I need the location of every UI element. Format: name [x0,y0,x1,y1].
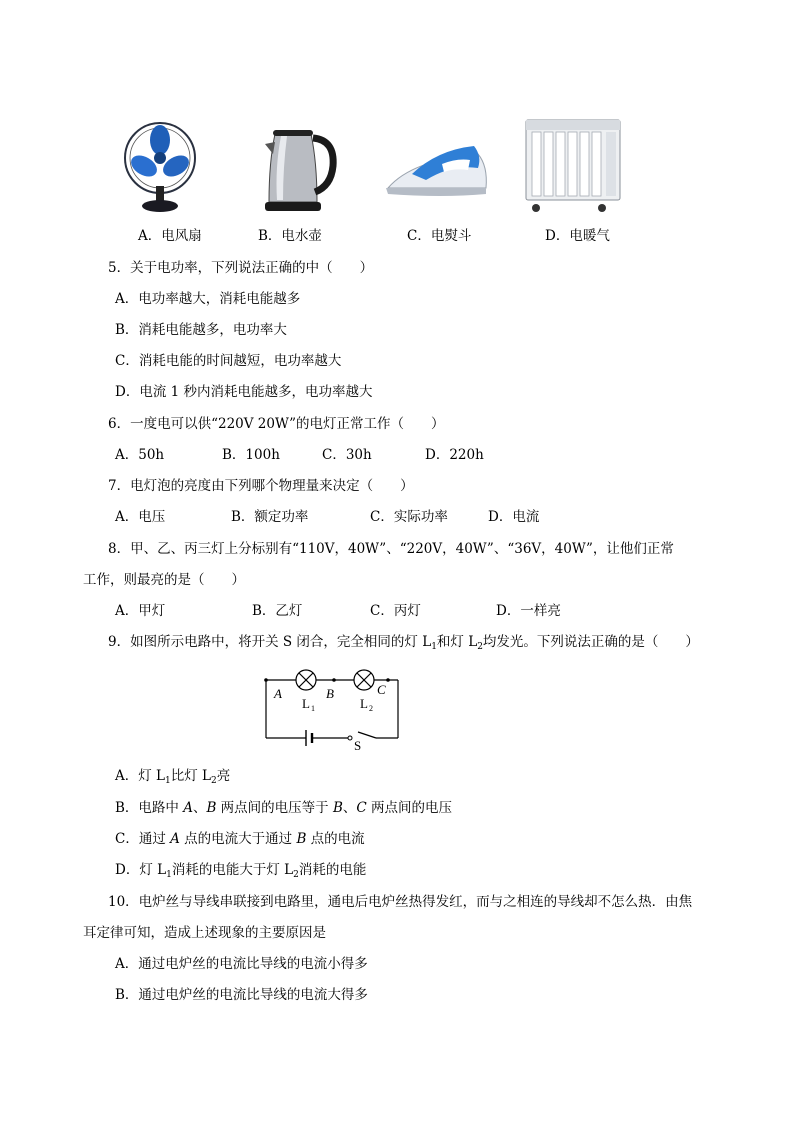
q9-option-a: A．灯 $L_1$比灯 $L_2$亮 [115,768,231,786]
q9-stem: 9．如图所示电路中，将开关 S 闭合，完全相同的灯 $L_1$和灯 $L_2$均发光。下列说法正确的是（ ） [108,634,699,652]
q5-option-b: B．消耗电能越多，电功率大 [115,322,287,338]
electric-kettle-image [255,122,339,216]
q7-stem: 7．电灯泡的亮度由下列哪个物理量来决定（ ） [108,478,414,494]
lamp-l2-icon [354,670,374,690]
q7-option-c: C．实际功率 [370,509,448,525]
q8-option-d: D．一样亮 [496,603,561,619]
q8-stem-line1: 8．甲、乙、丙三灯上分标别有“110V，40W”、“220V，40W”、“36V，40W”，让他们正常 [108,541,674,557]
q5-option-d: D．电流 1 秒内消耗电能越多，电功率越大 [115,384,373,400]
q9-option-c: C．通过 A 点的电流大于通过 B 点的电流 [115,831,365,847]
q10-stem-line1: 10．电炉丝与导线串联接到电路里，通电后电炉丝热得发红，而与之相连的导线却不怎么热．由焦 [108,894,693,910]
electric-fan-image [120,118,200,216]
q6-option-b: B．100h [222,447,280,463]
q6-stem: 6．一度电可以供“220V 20W”的电灯正常工作（ ） [108,416,445,432]
electric-heater-image [522,116,624,214]
lamp-l1-sub: 1 [311,704,315,713]
point-c-label: C [377,682,386,697]
q6-option-c: C．30h [322,447,372,463]
q8-option-a: A．甲灯 [115,603,166,619]
q5-stem: 5．关于电功率，下列说法正确的中（ ） [108,260,374,276]
q9-option-b: B．电路中 A、B 两点间的电压等于 B、C 两点间的电压 [115,800,453,816]
circuit-diagram [262,668,404,752]
lamp-l1-icon [296,670,316,690]
q4-option-c: C．电熨斗 [407,228,472,244]
lamp-l2-label: L [360,696,368,711]
q7-option-b: B．额定功率 [231,509,309,525]
switch-s-label: S [354,738,362,752]
point-b-label: B [326,686,334,701]
point-a-label: A [274,686,282,701]
q8-option-b: B．乙灯 [252,603,303,619]
lamp-l2-sub: 2 [369,704,373,713]
q10-option-a: A．通过电炉丝的电流比导线的电流小得多 [115,956,368,972]
q10-option-b: B．通过电炉丝的电流比导线的电流大得多 [115,987,368,1003]
q6-option-a: A．50h [115,447,165,463]
q6-option-d: D．220h [425,447,484,463]
q10-stem-line2: 耳定律可知，造成上述现象的主要原因是 [83,925,326,941]
q9-option-d: D．灯 $L_1$消耗的电能大于灯 $L_2$消耗的电能 [115,862,367,880]
q5-option-a: A．电功率越大，消耗电能越多 [115,291,301,307]
electric-iron-image [382,136,492,206]
q4-option-b: B．电水壶 [258,228,322,244]
q7-option-a: A．电压 [115,509,166,525]
q4-option-a: A．电风扇 [138,228,202,244]
lamp-l1-label: L [302,696,310,711]
q8-option-c: C．丙灯 [370,603,421,619]
q8-stem-line2: 工作，则最亮的是（ ） [83,572,245,588]
q5-option-c: C．消耗电能的时间越短，电功率越大 [115,353,342,369]
q7-option-d: D．电流 [488,509,540,525]
q4-option-d: D．电暖气 [545,228,610,244]
